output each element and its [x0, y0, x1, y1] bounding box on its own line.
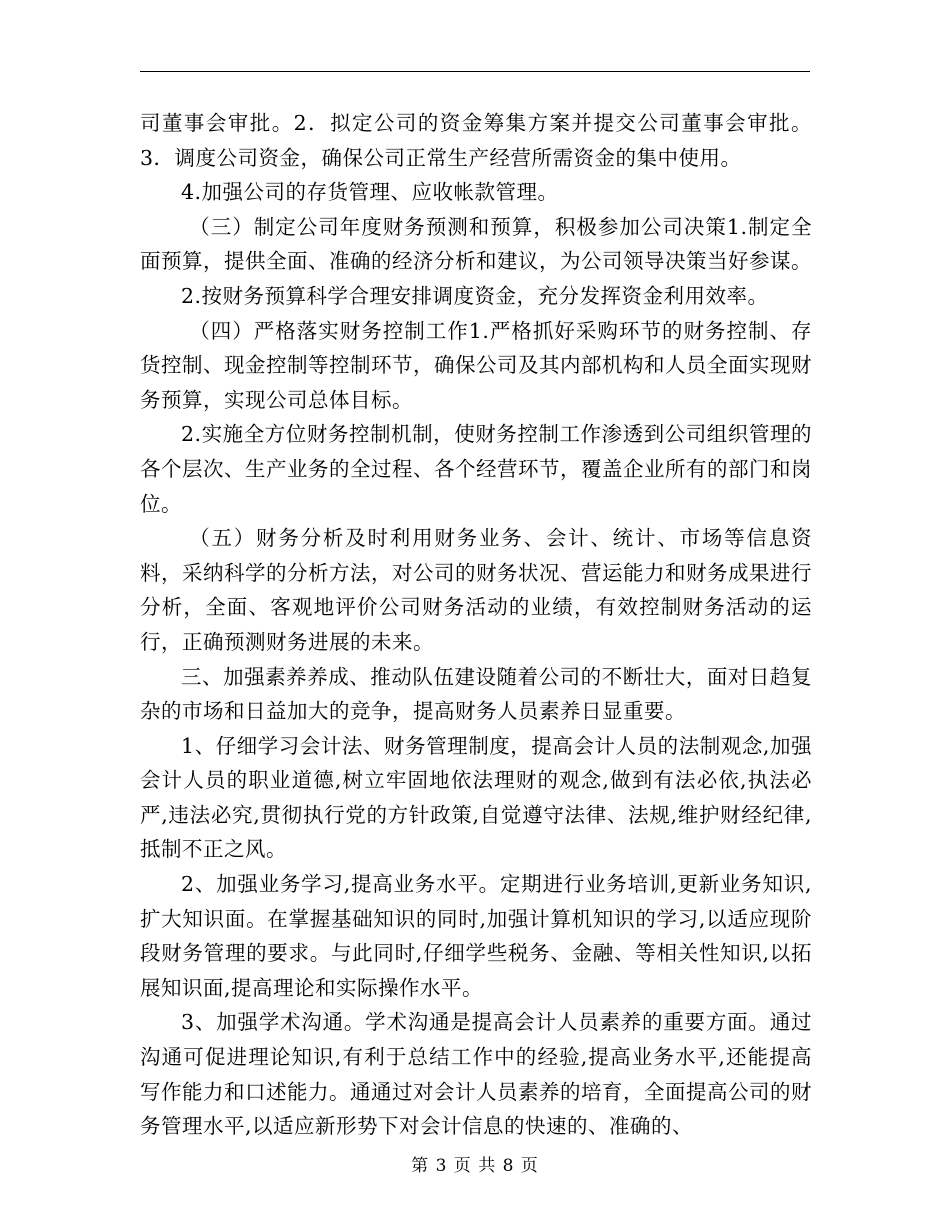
paragraph: 2.按财务预算科学合理安排调度资金，充分发挥资金利用效率。 [181, 283, 769, 308]
paragraph: 司董事会审批。2．拟定公司的资金筹集方案并提交公司董事会审批。3．调度公司资金，确保公司正常生产经营所需资金的集中使用。 [140, 111, 812, 170]
paragraph: 2、加强业务学习,提高业务水平。定期进行业务培训,更新业务知识,扩大知识面。在掌握基础知识的同时,加强计算机知识的学习,以适应现阶段财务管理的要求。与此同时,仔细学些税务、金融、等相关性知识,以拓展知识面,提高理论和实际操作水平。 [140, 872, 812, 1000]
paragraph: 三、加强素养养成、推动队伍建设随着公司的不断壮大，面对日趋复杂的市场和日益加大的竞争，提高财务人员素养日显重要。 [140, 664, 812, 724]
paragraph: （五）财务分析及时利用财务业务、会计、统计、市场等信息资料，采纳科学的分析方法，对公司的财务状况、营运能力和财务成果进行分析，全面、客观地评价公司财务活动的业绩，有效控制财务活动的运行，正确预测财务进展的未来。 [140, 526, 812, 654]
page-footer: 第 3 页 共 8 页 [411, 1156, 539, 1176]
paragraph: 1、仔细学习会计法、财务管理制度，提高会计人员的法制观念,加强会计人员的职业道德,树立牢固地依法理财的观念,做到有法必依,执法必严,违法必究,贯彻执行党的方针政策,自觉遵守法律、法规,维护财经纪律,抵制不正之风。 [140, 733, 812, 862]
paragraph: 4.加强公司的存货管理、应收帐款管理。 [181, 180, 559, 205]
paragraph: 2.实施全方位财务控制机制，使财务控制工作渗透到公司组织管理的各个层次、生产业务的全过程、各个经营环节，覆盖企业所有的部门和岗位。 [140, 422, 812, 516]
document-body [140, 106, 812, 1144]
header-rule [140, 71, 810, 72]
paragraph: 3、加强学术沟通。学术沟通是提高会计人员素养的重要方面。通过沟通可促进理论知识,有利于总结工作中的经验,提高业务水平,还能提高写作能力和口述能力。通通过对会计人员素养的培育，全面提高公司的财务管理水平,以适应新形势下对会计信息的快速的、准确的、 [140, 1010, 812, 1139]
paragraph: （三）制定公司年度财务预测和预算，积极参加公司决策1.制定全面预算，提供全面、准确的经济分析和建议，为公司领导决策当好参谋。 [140, 214, 812, 274]
paragraph: （四）严格落实财务控制工作1.严格抓好采购环节的财务控制、存货控制、现金控制等控制环节，确保公司及其内部机构和人员全面实现财务预算，实现公司总体目标。 [140, 318, 812, 412]
